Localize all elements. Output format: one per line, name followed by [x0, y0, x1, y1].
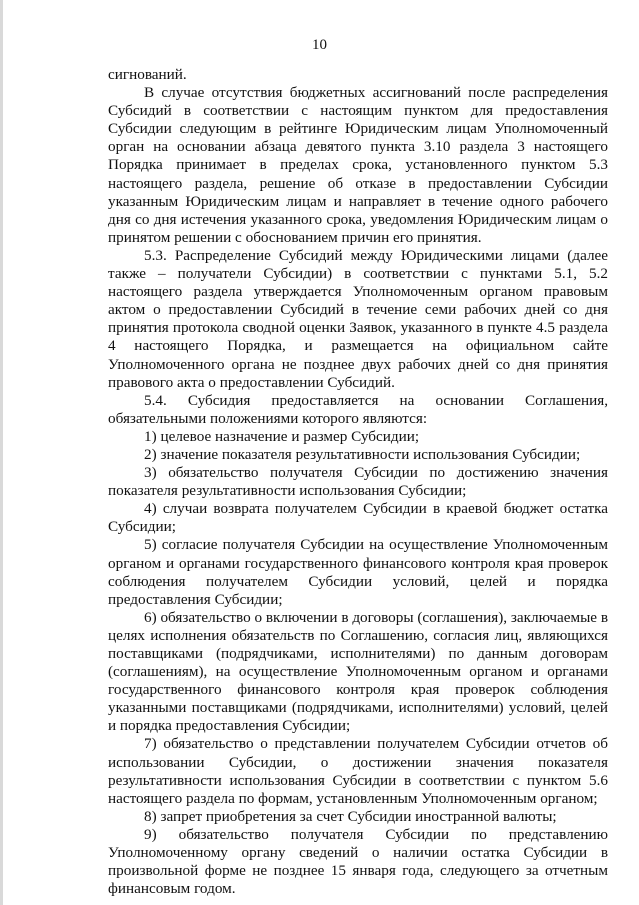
list-item-5: 5) согласие получателя Субсидии на осуществление Уполномоченным органом и органами государственного финансового контроля края проверок соблюдения получателем Субсидии условий, целей и порядка предоставления Субсидии;	[108, 536, 608, 608]
list-item-3: 3) обязательство получателя Субсидии по достижению значения показателя результативности использования Субсидии;	[108, 464, 608, 500]
list-item-9: 9) обязательство получателя Субсидии по представлению Уполномоченному органу сведений о наличии остатка Субсидии в произвольной форме не позднее 15 января года, следующего за отчетным финансовым годом.	[108, 825, 608, 898]
paragraph-no-budget-allocations: В случае отсутствия бюджетных ассигнований после распределения Субсидий в соответствии с настоящим пунктом для предоставления Субсидии следующим в рейтинге Юридическим лицам Уполномоченный орган на основании абзаца девятого пункта 3.10 раздела 3 настоящего Порядка принимает в пределах срока, установленного пунктом 5.3 настоящего раздела, решение об отказе в предоставлении Субсидии указанным Юридическим лицам и направляет в течение одного рабочего дня со дня истечения указанного срока, уведомления Юридическим лицам о принятом решении с обоснованием причин его принятия.	[108, 84, 608, 246]
paragraph-5-4: 5.4. Субсидия предоставляется на основании Соглашения, обязательными положениями которого являются:	[108, 391, 608, 427]
list-item-8: 8) запрет приобретения за счет Субсидии иностранной валюты;	[144, 807, 557, 825]
paragraph-continuation: сигнований.	[108, 66, 187, 83]
paragraph-5-3: 5.3. Распределение Субсидий между Юридическими лицами (далее также – получатели Субсидии) в соответствии с пунктами 5.1, 5.2 настоящего раздела утверждается Уполномоченным органом правовым актом о предоставлении Субсидий в течение семи рабочих дней со дня принятия протокола сводной оценки Заявок, указанного в пункте 4.5 раздела 4 настоящего Порядка, и размещается на официальном сайте Уполномоченного органа не позднее двух рабочих дней со дня принятия правового акта о предоставлении Субсидий.	[108, 246, 608, 391]
list-item-6: 6) обязательство о включении в договоры (соглашения), заключаемые в целях исполнения обязательств по Соглашению, согласия лиц, являющихся поставщиками (подрядчиками, исполнителями) по данным договорам (соглашениям), на осуществление Уполномоченным органом и органами государственного финансового контроля края проверок соблюдения указанными поставщиками (подрядчиками, исполнителями) условий, целей и порядка предоставления Субсидии;	[108, 608, 608, 735]
list-item-7: 7) обязательство о представлении получателем Субсидии отчетов об использовании Субсидии, о достижении значения показателя результативности использования Субсидии в соответствии с пунктом 5.6 настоящего раздела по формам, установленным Уполномоченным органом;	[108, 735, 608, 807]
list-item-1: 1) целевое назначение и размер Субсидии;	[144, 427, 420, 445]
scan-edge	[0, 0, 3, 905]
page-number: 10	[312, 37, 327, 53]
list-item-4: 4) случаи возврата получателем Субсидии в краевой бюджет остатка Субсидии;	[108, 500, 608, 536]
document-body	[108, 66, 608, 898]
list-item-2: 2) значение показателя результативности использования Субсидии;	[144, 445, 581, 463]
